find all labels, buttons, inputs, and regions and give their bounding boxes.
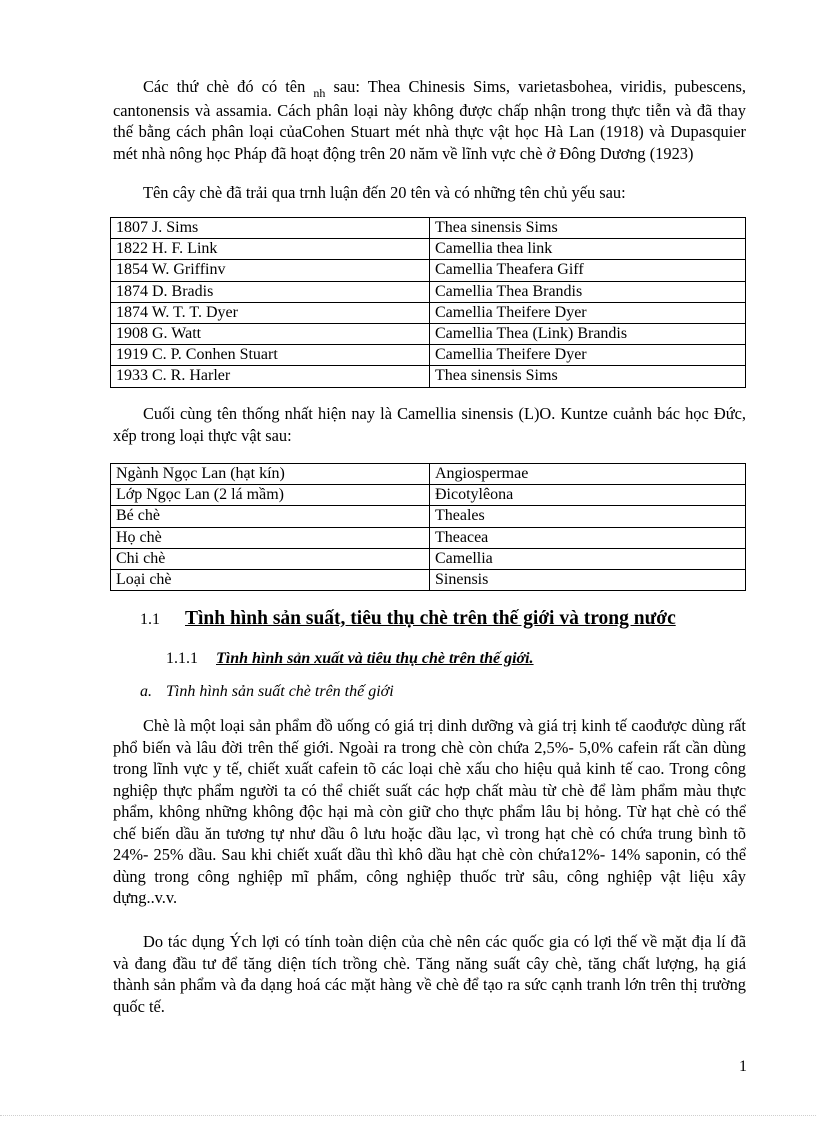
table-cell: 1854 W. Griffinv	[111, 260, 430, 281]
table-cell: Camellia thea link	[430, 239, 746, 260]
table-cell: Camellia Thea (Link) Brandis	[430, 323, 746, 344]
table-cell: 1874 W. T. T. Dyer	[111, 302, 430, 323]
table-cell: Chi chè	[111, 548, 430, 569]
table-row	[111, 548, 746, 569]
table-cell: 1919 C. P. Conhen Stuart	[111, 345, 430, 366]
subscript-text: nh	[313, 86, 326, 100]
table-row	[111, 323, 746, 344]
table-row	[111, 239, 746, 260]
table-row	[111, 485, 746, 506]
table-cell: 1807 J. Sims	[111, 218, 430, 239]
table-cell: Camellia Theafera Giff	[430, 260, 746, 281]
table-cell: Theales	[430, 506, 746, 527]
table-cell: 1933 C. R. Harler	[111, 366, 430, 387]
heading-section-1-1-1	[166, 650, 726, 668]
table-cell: Họ chè	[111, 527, 430, 548]
page-bottom-divider	[0, 1115, 816, 1116]
table-cell: Đicotylêona	[430, 485, 746, 506]
table-cell: 1908 G. Watt	[111, 323, 430, 344]
heading-subsection-a	[140, 683, 700, 701]
table-row	[111, 260, 746, 281]
table-row	[111, 345, 746, 366]
table-cell: Theacea	[430, 527, 746, 548]
heading-text: Tình hình sản suất, tiêu thụ chè trên thế giới và trong nước	[185, 608, 676, 629]
names-table	[110, 217, 746, 388]
table-cell: Ngành Ngọc Lan (hạt kín)	[111, 464, 430, 485]
heading-section-1-1	[140, 608, 750, 630]
table-cell: 1874 D. Bradis	[111, 281, 430, 302]
table-cell: Camellia Thea Brandis	[430, 281, 746, 302]
paragraph-tea-investment: Do tác dụng Ých lợi có tính toàn diện của chè nên các quốc gia có lợi thế về mặt địa lí đã và đang đầu tư để tăng diện tích trồng chè. Tăng năng suất cây chè, tăng chất lượng, hạ giá thành sản phẩm và đa dạng hoá các mặt hàng về chè để tạo ra sức cạnh tranh lớn trên thị trường quốc tế.	[113, 932, 746, 1016]
table-row	[111, 218, 746, 239]
table-cell: Camellia Theifere Dyer	[430, 302, 746, 323]
page-number: 1	[739, 1058, 747, 1075]
table-cell: Sinensis	[430, 569, 746, 590]
table-row	[111, 506, 746, 527]
table-cell: Camellia	[430, 548, 746, 569]
paragraph-text: Các thứ chè đó có tên	[143, 77, 314, 96]
table-row	[111, 464, 746, 485]
heading-number: 1.1	[140, 611, 160, 628]
paragraph-names-intro: Tên cây chè đã trải qua trnh luận đến 20 tên và có những tên chủ yếu sau:	[143, 183, 626, 202]
table-row	[111, 569, 746, 590]
paragraph-classification	[113, 76, 746, 164]
heading-number: a.	[140, 683, 152, 700]
heading-number: 1.1.1	[166, 650, 198, 667]
paragraph-final-name: Cuối cùng tên thống nhất hiện nay là Camellia sinensis (L)O. Kuntze cuảnh bác học Đức, xếp trong loại thực vật sau:	[113, 404, 746, 445]
table-row	[111, 302, 746, 323]
table-row	[111, 281, 746, 302]
table-cell: Thea sinensis Sims	[430, 366, 746, 387]
table-cell: Camellia Theifere Dyer	[430, 345, 746, 366]
table-row	[111, 366, 746, 387]
heading-text: Tình hình sản xuất và tiêu thụ chè trên thế giới.	[216, 650, 534, 667]
table-cell: Angiospermae	[430, 464, 746, 485]
table-row	[111, 527, 746, 548]
heading-text: Tình hình sản suất chè trên thế giới	[166, 683, 394, 700]
table-cell: Thea sinensis Sims	[430, 218, 746, 239]
table-cell: 1822 H. F. Link	[111, 239, 430, 260]
table-cell: Bé chè	[111, 506, 430, 527]
paragraph-tea-value: Chè là một loại sản phẩm đồ uống có giá trị dinh dưỡng và giá trị kinh tế caođược dùng rất phổ biến và lâu đời trên thế giới. Ngoài ra trong chè còn chứa 2,5%- 5,0% cafein rất cần dùng trong lĩnh vực y tế, chiết xuất cafein tõ các loại chè xấu cho hiệu quả kinh tế cao. Trong công nghiệp thực phẩm người ta có thể chiết suất các hợp chất màu từ chè để làm phẩm màu thực phẩm, không những không độc hại mà còn giữ cho thực phẩm lâu bị hỏng. Từ hạt chè có thể chế biến dầu ăn tương tự như dầu ô lưu hoặc dầu lạc, vì trong hạt chè có chứa trung bình tõ 24%- 25% dầu. Sau khi chiết xuất dầu thì khô dầu hạt chè còn chứa12%- 14% saponin, có thể dùng trong công nghiệp mĩ phẩm, công nghiệp thuốc trừ sâu, công nghiệp vật liệu xây dựng..v.v.	[113, 716, 746, 907]
paragraph-text: sau: Thea Chinesis Sims, varietasbohea, viridis, pubescens, cantonensis và assamia. Cách phân loại này không được chấp nhận trong thực tiễn và đã thay thế bằng cách phân loại củaCohen Stuart mét nhà thực vật học Hà Lan (1918) và Dupasquier mét nhà nông học Pháp đã hoạt động trên 20 năm về lĩnh vực chè ở Đông Dương (1923)	[113, 77, 746, 163]
table-cell: Lớp Ngọc Lan (2 lá mầm)	[111, 485, 430, 506]
taxonomy-table	[110, 463, 746, 591]
table-cell: Loại chè	[111, 569, 430, 590]
